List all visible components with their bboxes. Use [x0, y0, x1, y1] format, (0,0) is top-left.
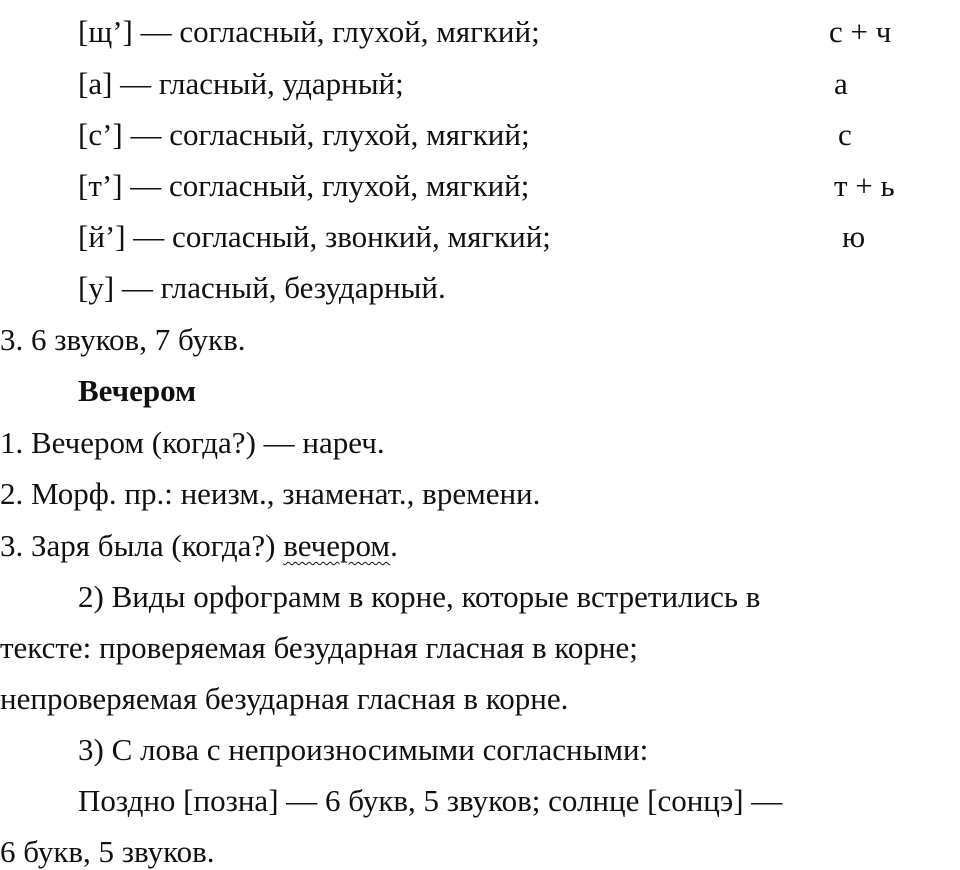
section3-line-3: 6 букв, 5 звуков. — [0, 834, 215, 869]
section2-line-1: 2) Виды орфограмм в корне, которые встретились в — [78, 579, 761, 614]
count-line: 3. 6 звуков, 7 букв. — [0, 322, 246, 357]
letters-a: а — [834, 66, 848, 101]
analysis-point-1: 1. Вечером (когда?) — нареч. — [0, 425, 385, 460]
analysis-point-3 — [0, 530, 398, 561]
analysis-point-3-prefix: 3. Заря была (когда?) — [0, 528, 284, 563]
sound-row-j: [й’] — согласный, звонкий, мягкий; — [78, 219, 551, 254]
sound-row-shch: [щ’] — согласный, глухой, мягкий; — [78, 14, 540, 49]
section2-line-2: тексте: проверяемая безударная гласная в корне; — [0, 630, 638, 665]
adverb-wavy-underlined: вечером — [283, 528, 391, 563]
letters-t: т + ь — [834, 168, 895, 203]
sound-row-u: [у] — гласный, безударный. — [78, 270, 446, 305]
analysis-point-3-suffix: . — [390, 528, 398, 563]
sound-row-s: [с’] — согласный, глухой, мягкий; — [78, 117, 530, 152]
word-heading: Вечером — [78, 373, 197, 408]
section3-line-1: 3) С лова с непроизносимыми согласными: — [78, 732, 649, 767]
analysis-point-2: 2. Морф. пр.: неизм., знаменат., времени. — [0, 476, 541, 511]
sound-row-t: [т’] — согласный, глухой, мягкий; — [78, 168, 530, 203]
sound-row-a: [а] — гласный, ударный; — [78, 66, 404, 101]
letters-j: ю — [842, 219, 866, 254]
letters-s: с — [838, 117, 852, 152]
section3-line-2: Поздно [позна] — 6 букв, 5 звуков; солнце [сонцэ] — — [78, 783, 783, 818]
section2-line-3: непроверяемая безударная гласная в корне. — [0, 681, 569, 716]
letters-shch: с + ч — [829, 14, 892, 49]
